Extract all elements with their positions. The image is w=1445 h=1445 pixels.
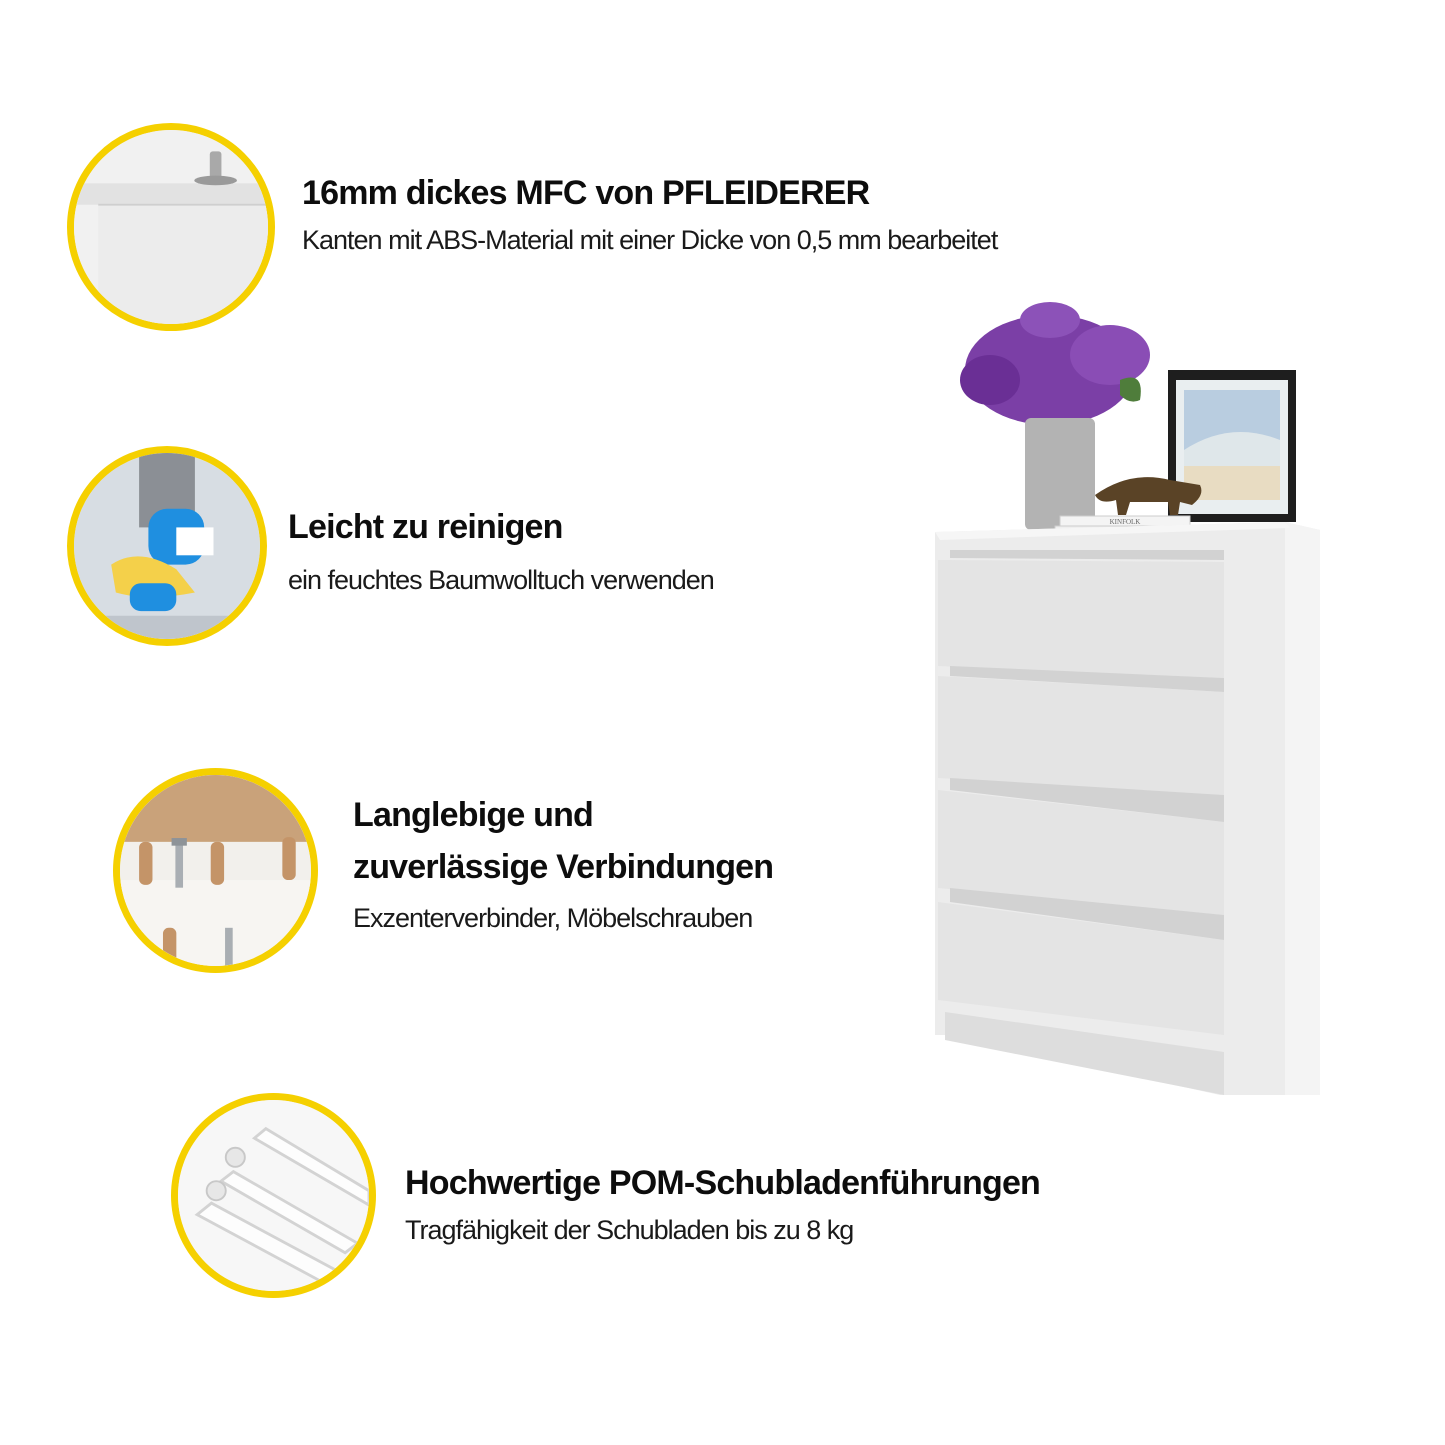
feature-description: ein feuchtes Baumwolltuch verwenden [288, 565, 714, 595]
feature-text-4 [405, 1157, 1040, 1246]
board-edge-icon [74, 130, 268, 324]
dowel-connector-icon [120, 775, 311, 966]
feature-image-board-edge [67, 123, 275, 331]
feature-description: Exzenterverbinder, Möbelschrauben [353, 903, 753, 933]
dresser-illustration [930, 300, 1330, 1100]
feature-title: 16mm dickes MFC von PFLEIDERER [302, 174, 870, 212]
feature-image-drawer-slide [171, 1093, 376, 1298]
feature-text-1 [302, 167, 997, 256]
feature-title: Leicht zu reinigen [288, 508, 563, 546]
dresser [935, 522, 1320, 1095]
feature-text-3 [353, 789, 773, 934]
feature-description: Kanten mit ABS-Material mit einer Dicke von 0,5 mm bearbeitet [302, 225, 998, 255]
product-dresser-image [930, 300, 1330, 1100]
feature-image-cleaning [67, 446, 267, 646]
drawer-1 [938, 560, 1224, 678]
vase [1025, 418, 1095, 530]
cleaning-icon [74, 453, 260, 639]
feature-title: Hochwertige POM-Schubladenführungen [405, 1164, 1041, 1202]
feature-title-line-2: zuverlässige Verbindungen [353, 848, 774, 886]
drawer-2 [938, 676, 1224, 795]
feature-description: Tragfähigkeit der Schubladen bis zu 8 kg [405, 1215, 854, 1245]
book-label-top: KINFOLK [1109, 518, 1141, 526]
feature-title-line-1: Langlebige und [353, 796, 594, 834]
feature-text-2 [288, 501, 714, 596]
feature-image-dowel-connector [113, 768, 318, 973]
flower-bouquet [960, 302, 1150, 425]
drawer-slide-icon [178, 1100, 369, 1291]
